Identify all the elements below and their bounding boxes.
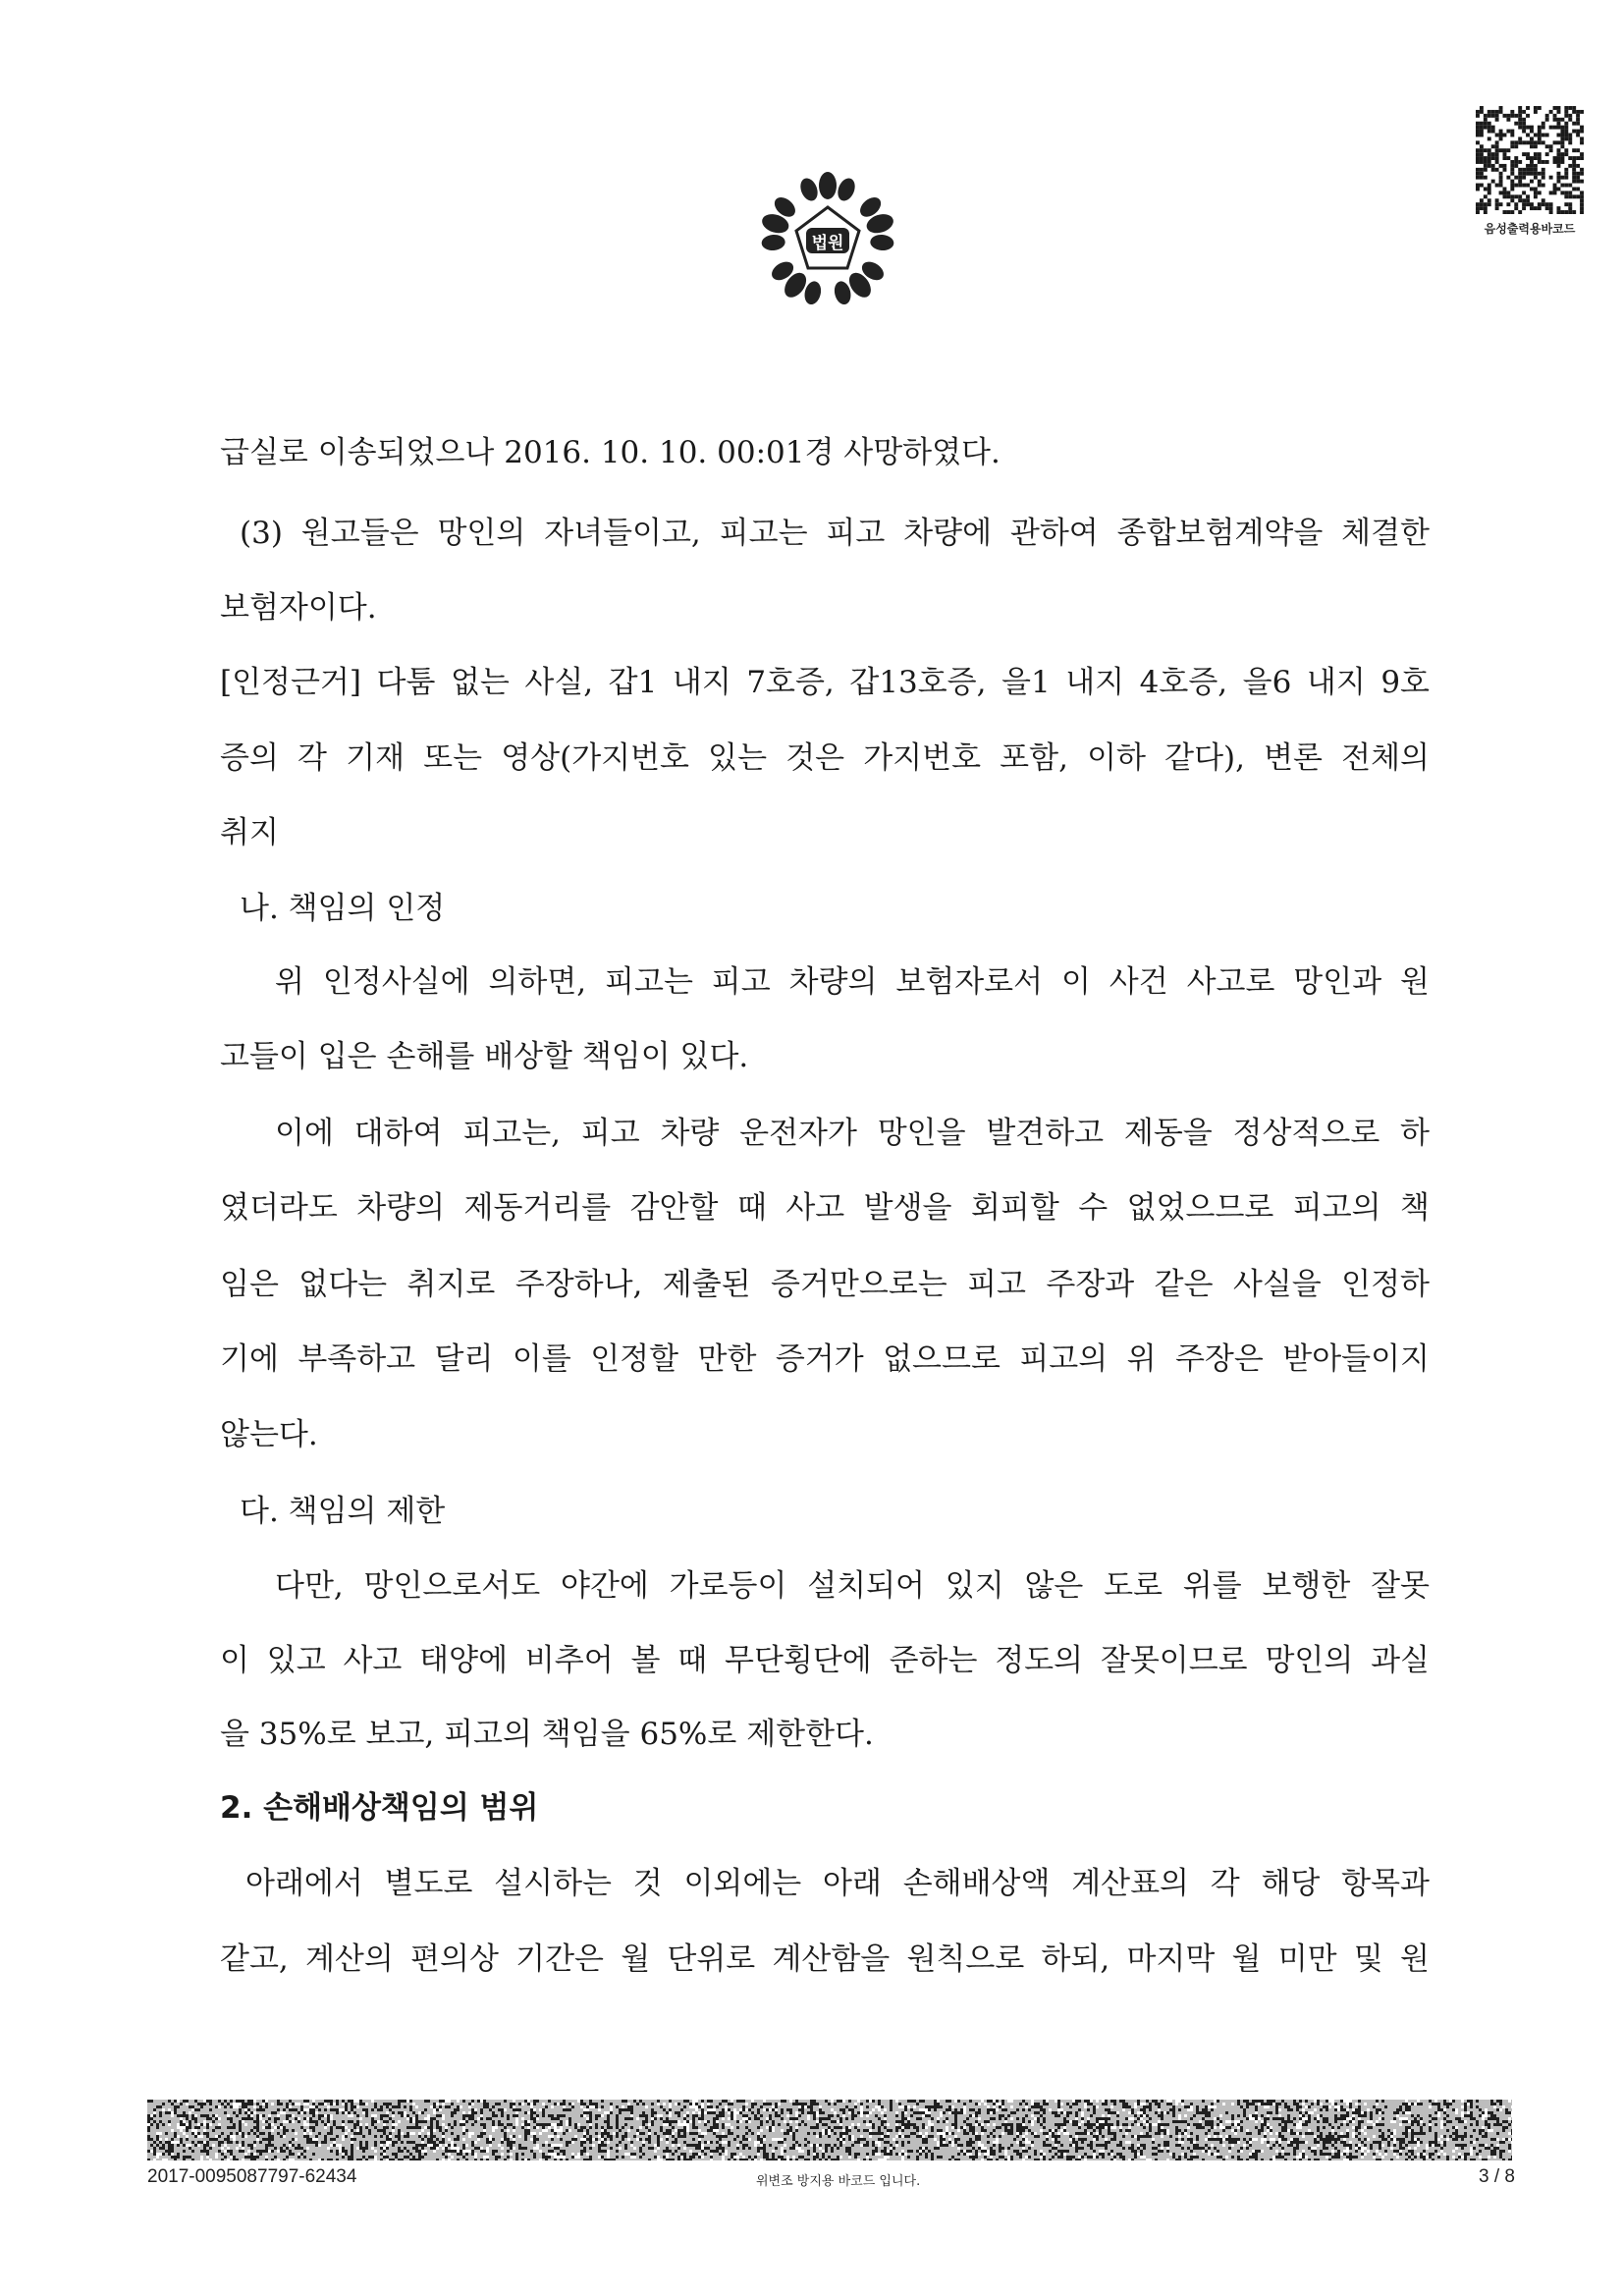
qr-caption: 음성출력용바코드 bbox=[1484, 222, 1576, 236]
body-line-13: 기에 부족하고 달리 이를 인정할 만한 증거가 없으므로 피고의 위 주장은 받아들이지 bbox=[220, 1341, 1430, 1377]
body-line-18: 을 35%로 보고, 피고의 책임을 65%로 제한한다. bbox=[220, 1717, 874, 1752]
page-number: 3 / 8 bbox=[1479, 2166, 1515, 2187]
body-line-1: 급실로 이송되었으나 2016. 10. 10. 00:01경 사망하였다. bbox=[220, 435, 1001, 470]
body-line-8: 위 인정사실에 의하면, 피고는 피고 차량의 보험자로서 이 사건 사고로 망인과 원 bbox=[275, 964, 1430, 1000]
body-line-5: 증의 각 기재 또는 영상(가지번호 있는 것은 가지번호 포함, 이하 같다), 변론 전체의 bbox=[220, 740, 1430, 776]
body-line-2: (3) 원고들은 망인의 자녀들이고, 피고는 피고 차량에 관하여 종합보험계약을 체결한 bbox=[240, 516, 1430, 551]
body-line-4: [인정근거] 다툼 없는 사실, 갑1 내지 7호증, 갑13호증, 을1 내지 4호증, 을6 내지 9호 bbox=[220, 665, 1430, 700]
anti-forgery-note: 위변조 방지용 바코드 입니다. bbox=[756, 2174, 921, 2189]
court-emblem-icon bbox=[754, 167, 901, 314]
section-heading-da: 다. 책임의 제한 bbox=[240, 1494, 446, 1529]
body-line-10: 이에 대하여 피고는, 피고 차량 운전자가 망인을 발견하고 제동을 정상적으로 하 bbox=[275, 1116, 1430, 1151]
section-heading-na: 나. 책임의 인정 bbox=[240, 891, 446, 926]
body-line-21: 같고, 계산의 편의상 기간은 월 단위로 계산함을 원칙으로 하되, 마지막 월 미만 및 원 bbox=[220, 1941, 1430, 1977]
body-line-17: 이 있고 사고 태양에 비추어 볼 때 무단횡단에 준하는 정도의 잘못이므로 망인의 과실 bbox=[220, 1643, 1430, 1678]
body-line-12: 임은 없다는 취지로 주장하나, 제출된 증거만으로는 피고 주장과 같은 사실을 인정하 bbox=[220, 1267, 1430, 1302]
document-id: 2017-0095087797-62434 bbox=[147, 2166, 357, 2187]
body-line-3: 보험자이다. bbox=[220, 590, 377, 626]
emblem-text: 법원 bbox=[811, 234, 844, 253]
qr-code-icon bbox=[1476, 106, 1584, 214]
section-heading-2: 2. 손해배상책임의 범위 bbox=[220, 1790, 539, 1826]
body-line-11: 였더라도 차량의 제동거리를 감안할 때 사고 발생을 회피할 수 없었으므로 피고의 책 bbox=[220, 1190, 1430, 1226]
body-line-6: 취지 bbox=[220, 815, 279, 850]
body-line-14: 않는다. bbox=[220, 1417, 318, 1452]
body-line-16: 다만, 망인으로서도 야간에 가로등이 설치되어 있지 않은 도로 위를 보행한 잘못 bbox=[275, 1568, 1430, 1604]
body-line-9: 고들이 입은 손해를 배상할 책임이 있다. bbox=[220, 1039, 749, 1074]
barcode-icon bbox=[147, 2100, 1512, 2160]
body-line-20: 아래에서 별도로 설시하는 것 이외에는 아래 손해배상액 계산표의 각 해당 항목과 bbox=[245, 1866, 1430, 1901]
